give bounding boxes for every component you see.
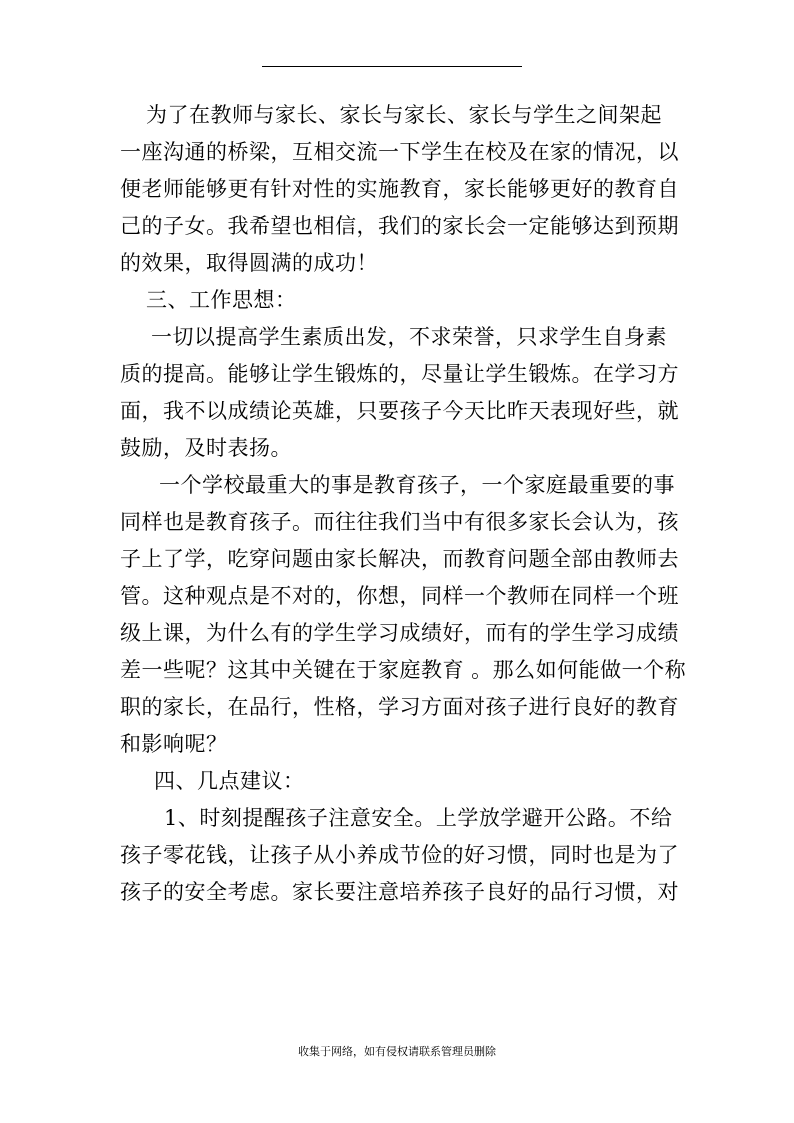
text-line: 职的家长，在品行，性格，学习方面对孩子进行良好的教育 — [120, 695, 679, 719]
header-rule — [262, 66, 522, 67]
text-line: 管。这种观点是不对的，你想，同样一个教师在同样一个班 — [120, 584, 679, 608]
text-line: 一座沟通的桥梁，互相交流一下学生在校及在家的情况，以 — [120, 140, 679, 164]
text-line: 质的提高。能够让学生锻炼的，尽量让学生锻炼。在学习方 — [120, 362, 679, 386]
text-line: 1、时刻提醒孩子注意安全。上学放学避开公路。不给 — [164, 806, 673, 830]
text-line: 便老师能够更有针对性的实施教育，家长能够更好的教育自 — [120, 177, 679, 201]
document-body — [120, 97, 687, 911]
text-line: 的效果，取得圆满的成功！ — [120, 251, 378, 275]
text-line: 同样也是教育孩子。而往往我们当中有很多家长会认为，孩 — [120, 510, 679, 534]
text-line: 为了在教师与家长、家长与家长、家长与学生之间架起 — [146, 103, 662, 127]
text-line: 和影响呢？ — [120, 732, 228, 756]
text-line: 级上课，为什么有的学生学习成绩好，而有的学生学习成绩 — [120, 621, 679, 645]
section-heading: 四、几点建议： — [154, 769, 305, 793]
text-line: 差一些呢？这其中关键在于家庭教育 。那么如何能做一个称 — [120, 658, 687, 682]
text-line: 鼓励，及时表扬。 — [120, 436, 292, 460]
text-line: 孩子零花钱，让孩子从小养成节俭的好习惯，同时也是为了 — [120, 843, 679, 867]
text-line: 孩子的安全考虑。家长要注意培养孩子良好的品行习惯，对 — [120, 880, 679, 904]
section-heading: 三、工作思想： — [146, 288, 297, 312]
text-line: 一个学校最重大的事是教育孩子，一个家庭最重要的事 — [159, 473, 675, 497]
text-line: 一切以提高学生素质出发，不求荣誉，只求学生自身素 — [151, 325, 667, 349]
text-line: 子上了学，吃穿问题由家长解决，而教育问题全部由教师去 — [120, 547, 679, 571]
footer-note: 收集于网络，如有侵权请联系管理员删除 — [298, 1045, 496, 1058]
text-line: 面，我不以成绩论英雄，只要孩子今天比昨天表现好些，就 — [120, 399, 679, 423]
text-line: 己的子女。我希望也相信，我们的家长会一定能够达到预期 — [120, 214, 679, 238]
